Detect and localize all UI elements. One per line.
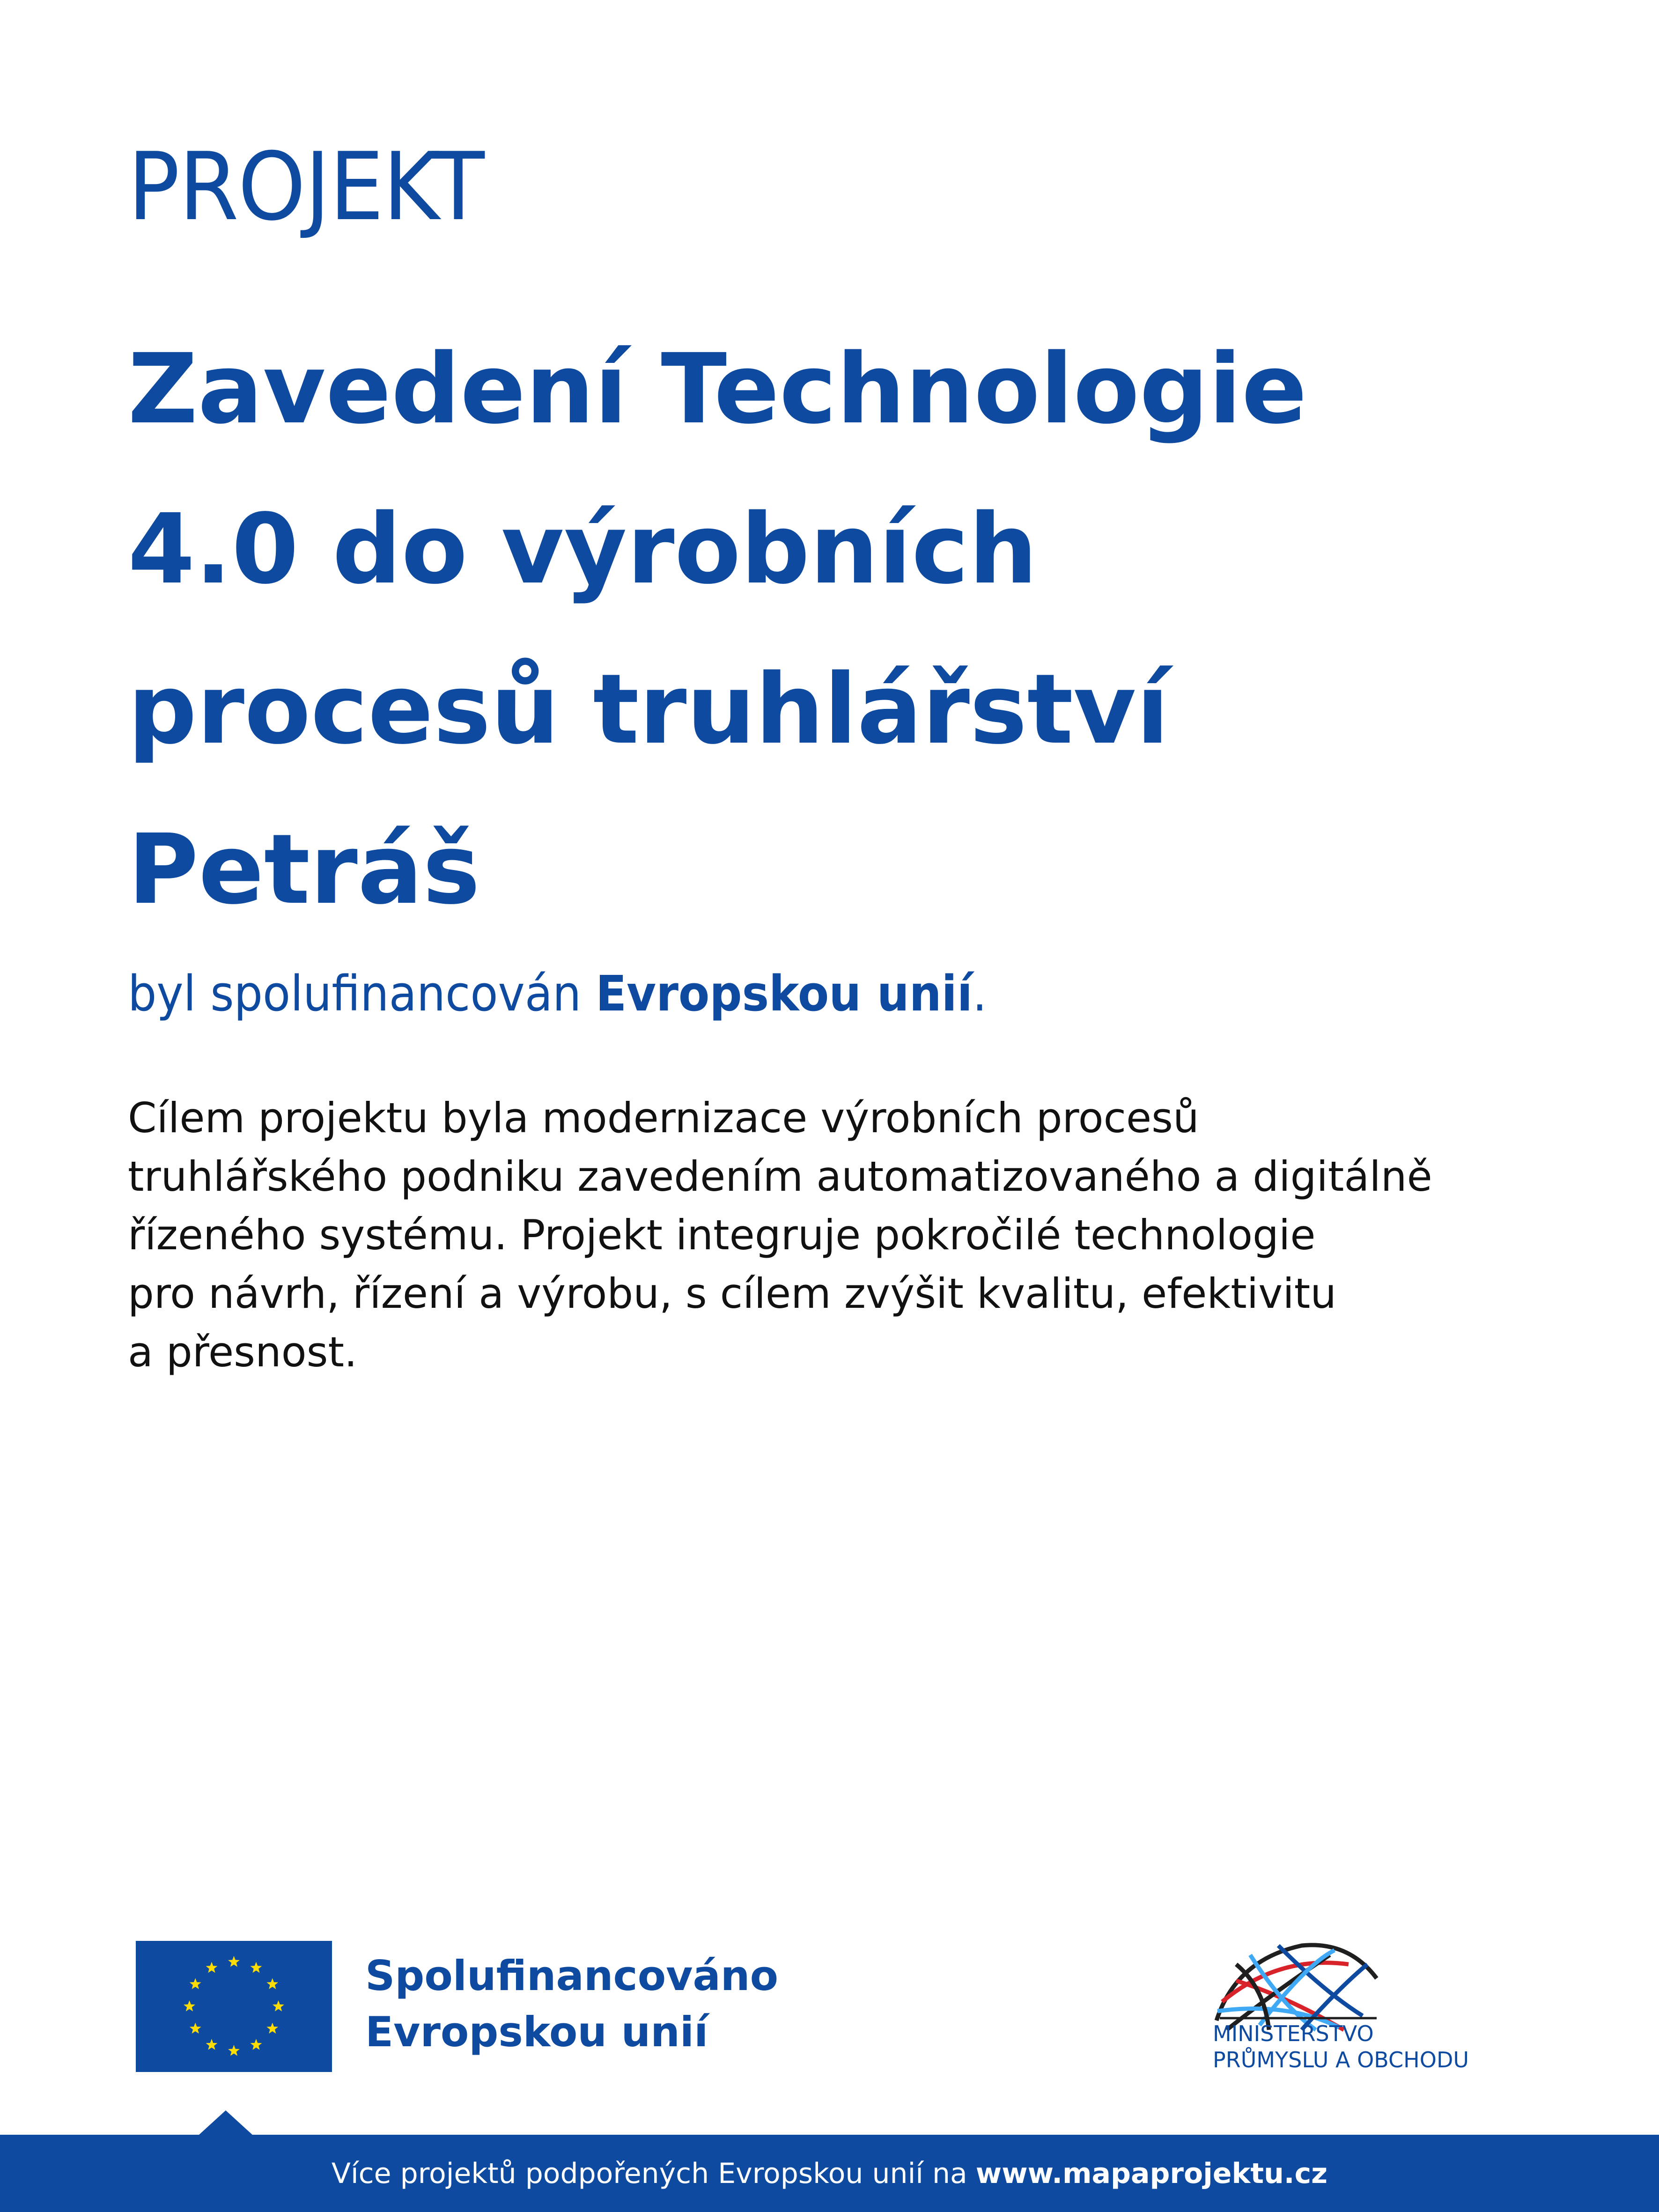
cofinancing-suffix: . [972,965,987,1022]
description-line: a přesnost. [128,1328,357,1376]
eu-logo-line: Spolufinancováno [365,1952,779,2000]
title-line: Zavedení Technologie [128,333,1307,445]
eu-star-icon [184,2000,195,2012]
eu-star-icon [251,2039,262,2050]
project-label: PROJEKT [128,133,484,242]
eu-star-icon [206,1962,218,1973]
description-line: truhlářského podniku zavedením automatizovaného a digitálně [128,1152,1432,1201]
eu-star-icon [266,1978,278,1990]
cofinancing-statement [128,965,987,1023]
eu-star-icon [206,2039,218,2050]
ministry-logo-text [1213,2020,1469,2073]
footer-notch [199,2110,252,2135]
eu-logo-line: Evropskou unií [365,2008,708,2056]
eu-star-icon [190,2023,201,2034]
footer-link[interactable]: www.mapaprojektu.cz [975,2157,1328,2190]
eu-star-icon [228,2045,240,2056]
title-line: procesů truhlářství [128,653,1169,766]
description-line: řízeného systému. Projekt integruje pokročilé technologie [128,1211,1316,1259]
title-line: 4.0 do výrobních [128,493,1038,605]
eu-star-icon [266,2023,278,2034]
title-line: Petráš [128,813,480,926]
cofinancing-emphasis: Evropskou unií [596,965,973,1022]
description-line: pro návrh, řízení a výrobu, s cílem zvýšit kvalitu, efektivitu [128,1269,1337,1318]
eu-star-icon [228,1956,240,1967]
ministry-logo-line: MINISTERSTVO [1213,2021,1374,2046]
cofinancing-prefix: byl spolufinancován [128,965,596,1022]
eu-star-icon [273,2000,284,2012]
ministry-logo-line: PRŮMYSLU A OBCHODU [1213,2047,1469,2072]
eu-star-icon [190,1978,201,1990]
eu-cofinanced-logo-text [365,1948,778,2060]
description-line: Cílem projektu byla modernizace výrobních procesů [128,1094,1199,1142]
footer-text: Více projektů podpořených Evropskou unií na [331,2157,967,2190]
project-title [128,309,1579,950]
footer-bar [0,2135,1659,2212]
eu-flag-icon [136,1941,332,2072]
project-description [128,1089,1579,1381]
eu-star-icon [251,1962,262,1973]
